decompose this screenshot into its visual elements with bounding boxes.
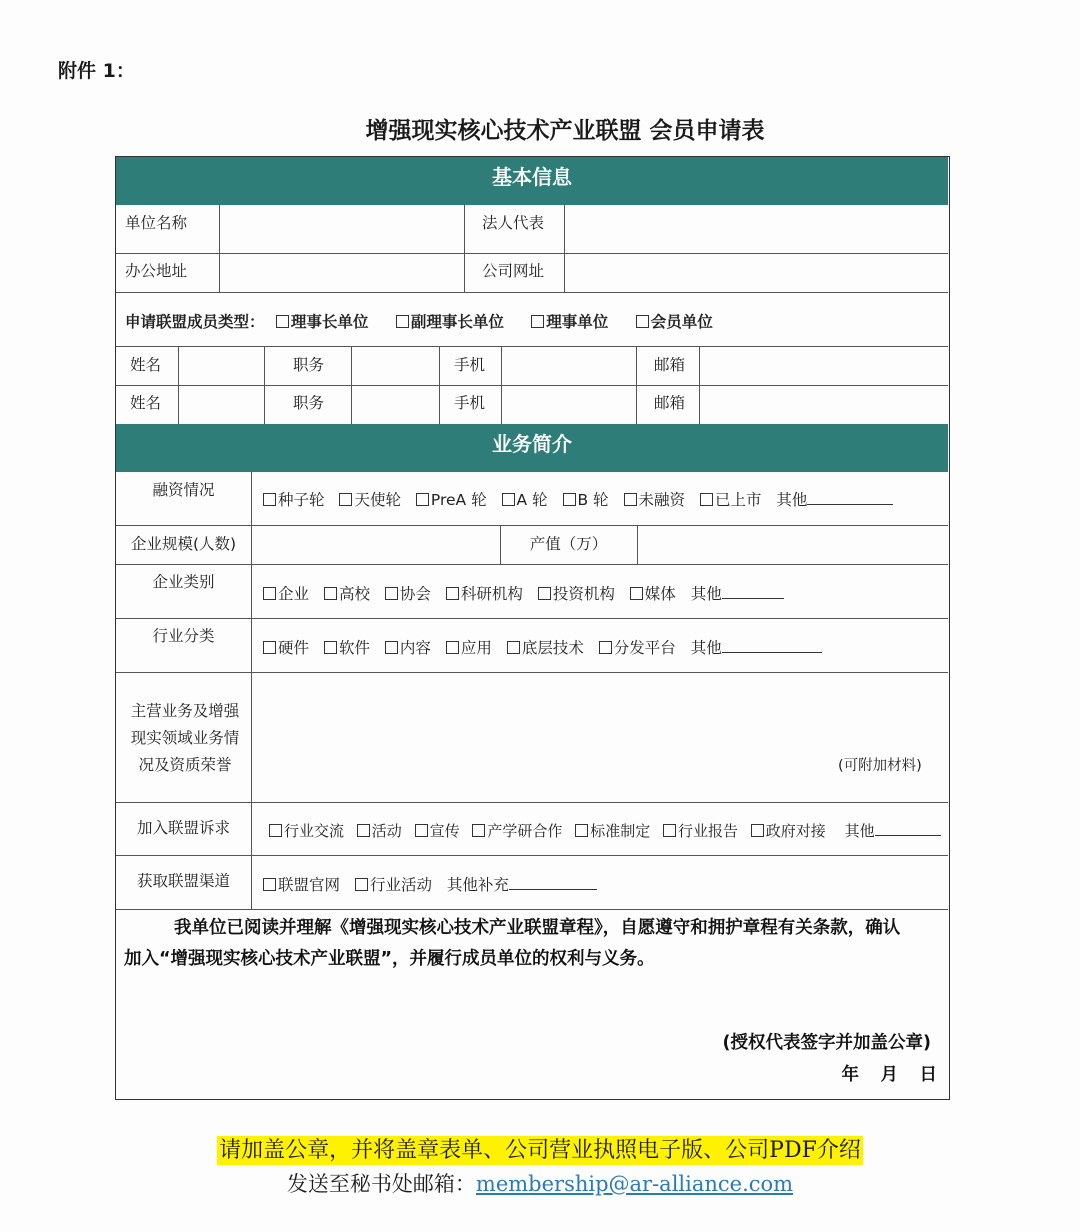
member-type-row — [125, 310, 713, 332]
channel-option[interactable]: 联盟官网 — [263, 876, 340, 894]
contact-position-label: 职务 — [293, 394, 325, 412]
office-address-label: 办公地址 — [125, 262, 188, 280]
website-label: 公司网址 — [482, 262, 545, 280]
member-type-option[interactable]: 理事长单位 — [276, 313, 369, 331]
enterprise-type-option[interactable]: 媒体 — [630, 585, 676, 603]
appeal-options — [269, 820, 941, 841]
office-address-field[interactable] — [222, 256, 462, 290]
industry-other-label: 其他 — [690, 639, 722, 657]
appeal-option[interactable]: 行业交流 — [269, 822, 344, 840]
appeal-option[interactable]: 行业报告 — [663, 822, 738, 840]
enterprise-type-label: 企业类别 — [152, 573, 215, 591]
enterprise-type-option[interactable]: 投资机构 — [538, 585, 615, 603]
channel-other-label: 其他补充 — [446, 876, 509, 894]
contact-position-label: 职务 — [293, 356, 325, 374]
appeal-option[interactable]: 宣传 — [415, 822, 460, 840]
member-type-option[interactable]: 副理事长单位 — [396, 313, 504, 331]
legal-rep-label: 法人代表 — [482, 214, 545, 232]
contact-name-label: 姓名 — [130, 394, 162, 412]
channel-other-field[interactable] — [509, 875, 597, 890]
unit-name-field[interactable] — [222, 208, 462, 250]
send-to-line — [0, 1168, 1080, 1198]
industry-option[interactable]: 应用 — [446, 639, 492, 657]
channel-options — [263, 873, 597, 895]
enterprise-type-option[interactable]: 企业 — [263, 585, 309, 603]
contact-email-label: 邮箱 — [654, 356, 686, 374]
industry-other-field[interactable] — [722, 638, 822, 653]
signature-note: (授权代表签字并加盖公章) — [722, 1033, 931, 1053]
main-business-field[interactable] — [254, 675, 945, 800]
section-basic-header: 基本信息 — [116, 157, 948, 205]
attach-note: (可附加材料) — [838, 758, 922, 774]
output-label: 产值（万） — [529, 535, 608, 553]
contact-phone-label: 手机 — [454, 394, 486, 412]
financing-option[interactable]: B 轮 — [563, 491, 609, 509]
application-form — [115, 156, 950, 1100]
channel-label: 获取联盟渠道 — [136, 872, 230, 890]
industry-option[interactable]: 硬件 — [263, 639, 309, 657]
scale-label: 企业规模(人数) — [130, 535, 237, 553]
declaration — [124, 913, 946, 975]
contact-name-label: 姓名 — [130, 356, 162, 374]
member-type-option[interactable]: 会员单位 — [636, 313, 713, 331]
industry-option[interactable]: 底层技术 — [507, 639, 584, 657]
appeal-label: 加入联盟诉求 — [136, 819, 230, 837]
email-link[interactable]: membership@ar-alliance.com — [475, 1172, 794, 1196]
enterprise-type-other-field[interactable] — [722, 584, 784, 599]
appeal-other-field[interactable] — [875, 821, 941, 836]
financing-option[interactable]: PreA 轮 — [416, 491, 487, 509]
legal-rep-field[interactable] — [567, 208, 945, 250]
main-business-label: 主营业务及增强现实领域业务情况及资质荣誉 — [130, 702, 240, 774]
unit-name-label: 单位名称 — [125, 214, 188, 232]
form-title: 增强现实核心技术产业联盟 会员申请表 — [365, 118, 765, 144]
appeal-option[interactable]: 活动 — [357, 822, 402, 840]
financing-option[interactable]: A 轮 — [502, 491, 548, 509]
enterprise-type-option[interactable]: 高校 — [324, 585, 370, 603]
member-type-label: 申请联盟成员类型： — [125, 313, 265, 331]
financing-option[interactable]: 天使轮 — [339, 491, 401, 509]
appeal-other-label: 其他 — [844, 822, 875, 840]
financing-option[interactable]: 已上市 — [700, 491, 762, 509]
section-business-header: 业务简介 — [116, 424, 948, 472]
financing-option[interactable]: 种子轮 — [263, 491, 325, 509]
channel-option[interactable]: 行业活动 — [355, 876, 432, 894]
attachment-label: 附件 1： — [58, 60, 135, 82]
output-field[interactable] — [640, 527, 945, 562]
website-field[interactable] — [567, 256, 945, 290]
contact-phone-label: 手机 — [454, 356, 486, 374]
member-type-option[interactable]: 理事单位 — [531, 313, 608, 331]
industry-option[interactable]: 分发平台 — [599, 639, 676, 657]
enterprise-type-other-label: 其他 — [690, 585, 722, 603]
industry-options — [263, 636, 822, 658]
declaration-line-2: 加入“增强现实核心技术产业联盟”，并履行成员单位的权利与义务。 — [124, 949, 655, 969]
financing-options — [263, 488, 893, 510]
appeal-option[interactable]: 标准制定 — [575, 822, 650, 840]
industry-option[interactable]: 内容 — [385, 639, 431, 657]
enterprise-type-option[interactable]: 科研机构 — [446, 585, 523, 603]
send-to-label: 发送至秘书处邮箱： — [286, 1172, 476, 1196]
financing-label: 融资情况 — [152, 481, 215, 499]
submission-notice: 请加盖公章，并将盖章表单、公司营业执照电子版、公司PDF介绍 — [219, 1138, 861, 1163]
enterprise-type-options — [263, 582, 784, 604]
financing-other-label: 其他 — [776, 491, 808, 509]
date-line: 年 月 日 — [841, 1065, 939, 1085]
industry-label: 行业分类 — [152, 627, 215, 645]
appeal-option[interactable]: 政府对接 — [751, 822, 826, 840]
financing-option[interactable]: 未融资 — [624, 491, 686, 509]
contact-email-label: 邮箱 — [654, 394, 686, 412]
industry-option[interactable]: 软件 — [324, 639, 370, 657]
enterprise-type-option[interactable]: 协会 — [385, 585, 431, 603]
appeal-option[interactable]: 产学研合作 — [472, 822, 562, 840]
financing-other-field[interactable] — [807, 490, 893, 505]
declaration-line-1: 我单位已阅读并理解《增强现实核心技术产业联盟章程》，自愿遵守和拥护章程有关条款，确认 — [174, 918, 901, 938]
scale-field[interactable] — [254, 527, 498, 562]
